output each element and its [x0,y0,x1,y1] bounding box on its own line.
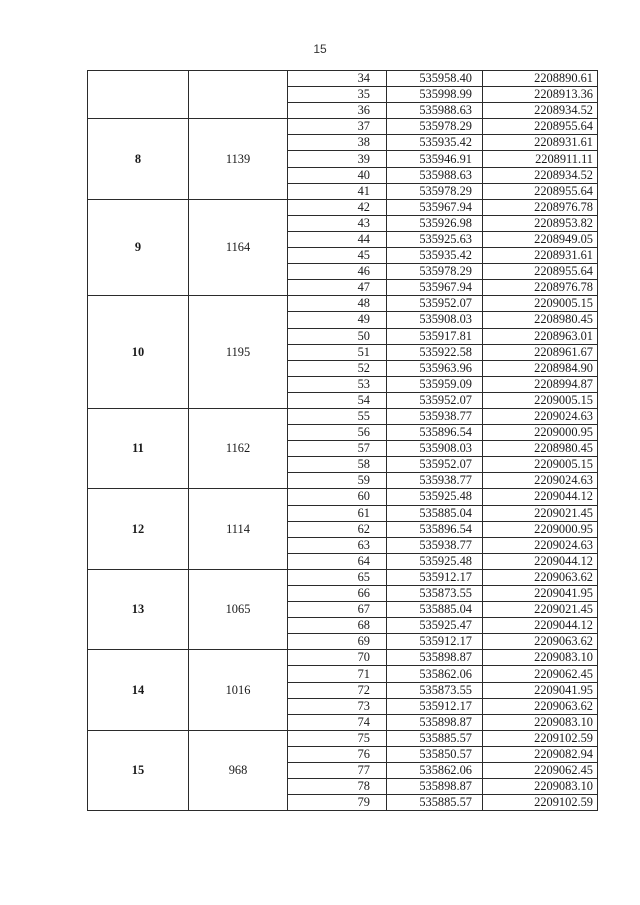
point-number-cell: 38 [288,135,387,151]
y-coordinate-cell: 2209102.59 [483,730,598,746]
point-number-cell: 65 [288,569,387,585]
point-number-cell: 51 [288,344,387,360]
y-coordinate-cell: 2209005.15 [483,392,598,408]
point-number-cell: 72 [288,682,387,698]
y-coordinate-cell: 2209024.63 [483,473,598,489]
y-coordinate-cell: 2209083.10 [483,714,598,730]
point-number-cell: 57 [288,441,387,457]
x-coordinate-cell: 535988.63 [387,167,483,183]
point-number-cell: 56 [288,425,387,441]
point-number-cell: 44 [288,231,387,247]
point-number-cell: 34 [288,71,387,87]
x-coordinate-cell: 535978.29 [387,264,483,280]
x-coordinate-cell: 535908.03 [387,312,483,328]
x-coordinate-cell: 535912.17 [387,698,483,714]
point-number-cell: 62 [288,521,387,537]
x-coordinate-cell: 535938.77 [387,408,483,424]
x-coordinate-cell: 535925.48 [387,553,483,569]
area-cell: 1139 [189,119,288,199]
y-coordinate-cell: 2208934.52 [483,103,598,119]
point-number-cell: 60 [288,489,387,505]
x-coordinate-cell: 535925.48 [387,489,483,505]
point-number-cell: 55 [288,408,387,424]
y-coordinate-cell: 2209083.10 [483,650,598,666]
x-coordinate-cell: 535917.81 [387,328,483,344]
y-coordinate-cell: 2208955.64 [483,264,598,280]
point-number-cell: 52 [288,360,387,376]
table-row [88,730,598,746]
point-number-cell: 73 [288,698,387,714]
y-coordinate-cell: 2209082.94 [483,746,598,762]
y-coordinate-cell: 2208953.82 [483,215,598,231]
point-number-cell: 75 [288,730,387,746]
point-number-cell: 46 [288,264,387,280]
x-coordinate-cell: 535952.07 [387,457,483,473]
y-coordinate-cell: 2208976.78 [483,280,598,296]
x-coordinate-cell: 535938.77 [387,473,483,489]
y-coordinate-cell: 2208963.01 [483,328,598,344]
area-cell: 1164 [189,199,288,296]
x-coordinate-cell: 535938.77 [387,537,483,553]
x-coordinate-cell: 535898.87 [387,779,483,795]
point-number-cell: 49 [288,312,387,328]
x-coordinate-cell: 535952.07 [387,296,483,312]
y-coordinate-cell: 2209041.95 [483,682,598,698]
x-coordinate-cell: 535958.40 [387,71,483,87]
y-coordinate-cell: 2208931.61 [483,135,598,151]
y-coordinate-cell: 2208994.87 [483,376,598,392]
plot-number-cell: 14 [88,650,189,730]
point-number-cell: 53 [288,376,387,392]
point-number-cell: 77 [288,763,387,779]
plot-number-cell: 15 [88,730,189,810]
y-coordinate-cell: 2208976.78 [483,199,598,215]
x-coordinate-cell: 535959.09 [387,376,483,392]
point-number-cell: 79 [288,795,387,811]
point-number-cell: 37 [288,119,387,135]
table-row [88,119,598,135]
y-coordinate-cell: 2209021.45 [483,602,598,618]
x-coordinate-cell: 535946.91 [387,151,483,167]
y-coordinate-cell: 2209062.45 [483,763,598,779]
y-coordinate-cell: 2209062.45 [483,666,598,682]
area-cell: 1195 [189,296,288,409]
x-coordinate-cell: 535898.87 [387,650,483,666]
y-coordinate-cell: 2208984.90 [483,360,598,376]
plot-number-cell [88,71,189,119]
plot-number-cell: 12 [88,489,189,569]
y-coordinate-cell: 2209044.12 [483,489,598,505]
table-row [88,569,598,585]
point-number-cell: 47 [288,280,387,296]
x-coordinate-cell: 535978.29 [387,183,483,199]
y-coordinate-cell: 2209024.63 [483,408,598,424]
y-coordinate-cell: 2208931.61 [483,248,598,264]
coordinates-table-body [88,71,598,811]
x-coordinate-cell: 535952.07 [387,392,483,408]
x-coordinate-cell: 535885.57 [387,730,483,746]
point-number-cell: 54 [288,392,387,408]
point-number-cell: 61 [288,505,387,521]
plot-number-cell: 8 [88,119,189,199]
area-cell [189,71,288,119]
y-coordinate-cell: 2208980.45 [483,312,598,328]
plot-number-cell: 10 [88,296,189,409]
point-number-cell: 68 [288,618,387,634]
y-coordinate-cell: 2209063.62 [483,634,598,650]
x-coordinate-cell: 535988.63 [387,103,483,119]
y-coordinate-cell: 2209063.62 [483,569,598,585]
y-coordinate-cell: 2209083.10 [483,779,598,795]
y-coordinate-cell: 2208980.45 [483,441,598,457]
point-number-cell: 50 [288,328,387,344]
x-coordinate-cell: 535926.98 [387,215,483,231]
point-number-cell: 74 [288,714,387,730]
y-coordinate-cell: 2208961.67 [483,344,598,360]
x-coordinate-cell: 535885.57 [387,795,483,811]
y-coordinate-cell: 2209044.12 [483,553,598,569]
table-row [88,296,598,312]
y-coordinate-cell: 2209005.15 [483,457,598,473]
y-coordinate-cell: 2208890.61 [483,71,598,87]
point-number-cell: 69 [288,634,387,650]
y-coordinate-cell: 2209024.63 [483,537,598,553]
x-coordinate-cell: 535898.87 [387,714,483,730]
y-coordinate-cell: 2208913.36 [483,87,598,103]
area-cell: 968 [189,730,288,810]
x-coordinate-cell: 535935.42 [387,248,483,264]
y-coordinate-cell: 2208955.64 [483,119,598,135]
table-row [88,489,598,505]
point-number-cell: 59 [288,473,387,489]
x-coordinate-cell: 535896.54 [387,425,483,441]
x-coordinate-cell: 535862.06 [387,666,483,682]
y-coordinate-cell: 2208955.64 [483,183,598,199]
point-number-cell: 35 [288,87,387,103]
x-coordinate-cell: 535967.94 [387,199,483,215]
x-coordinate-cell: 535912.17 [387,569,483,585]
plot-number-cell: 13 [88,569,189,649]
x-coordinate-cell: 535896.54 [387,521,483,537]
x-coordinate-cell: 535925.63 [387,231,483,247]
y-coordinate-cell: 2209041.95 [483,586,598,602]
y-coordinate-cell: 2208949.05 [483,231,598,247]
x-coordinate-cell: 535885.04 [387,602,483,618]
point-number-cell: 66 [288,586,387,602]
point-number-cell: 63 [288,537,387,553]
x-coordinate-cell: 535873.55 [387,586,483,602]
point-number-cell: 71 [288,666,387,682]
x-coordinate-cell: 535998.99 [387,87,483,103]
y-coordinate-cell: 2209044.12 [483,618,598,634]
point-number-cell: 48 [288,296,387,312]
page-number: 15 [313,42,327,56]
point-number-cell: 41 [288,183,387,199]
y-coordinate-cell: 2209000.95 [483,521,598,537]
x-coordinate-cell: 535873.55 [387,682,483,698]
area-cell: 1114 [189,489,288,569]
point-number-cell: 67 [288,602,387,618]
x-coordinate-cell: 535978.29 [387,119,483,135]
plot-number-cell: 9 [88,199,189,296]
point-number-cell: 39 [288,151,387,167]
table-row [88,408,598,424]
point-number-cell: 58 [288,457,387,473]
y-coordinate-cell: 2209102.59 [483,795,598,811]
point-number-cell: 64 [288,553,387,569]
x-coordinate-cell: 535963.96 [387,360,483,376]
x-coordinate-cell: 535967.94 [387,280,483,296]
x-coordinate-cell: 535912.17 [387,634,483,650]
point-number-cell: 40 [288,167,387,183]
x-coordinate-cell: 535908.03 [387,441,483,457]
point-number-cell: 36 [288,103,387,119]
point-number-cell: 70 [288,650,387,666]
table-row [88,199,598,215]
table-row [88,650,598,666]
x-coordinate-cell: 535850.57 [387,746,483,762]
x-coordinate-cell: 535935.42 [387,135,483,151]
plot-number-cell: 11 [88,408,189,488]
table-row [88,71,598,87]
y-coordinate-cell: 2209005.15 [483,296,598,312]
x-coordinate-cell: 535922.58 [387,344,483,360]
point-number-cell: 42 [288,199,387,215]
area-cell: 1065 [189,569,288,649]
x-coordinate-cell: 535885.04 [387,505,483,521]
y-coordinate-cell: 2209063.62 [483,698,598,714]
area-cell: 1162 [189,408,288,488]
area-cell: 1016 [189,650,288,730]
point-number-cell: 43 [288,215,387,231]
y-coordinate-cell: 2209021.45 [483,505,598,521]
y-coordinate-cell: 2208911.11 [483,151,598,167]
point-number-cell: 78 [288,779,387,795]
y-coordinate-cell: 2209000.95 [483,425,598,441]
coordinates-table [87,70,598,811]
point-number-cell: 76 [288,746,387,762]
point-number-cell: 45 [288,248,387,264]
x-coordinate-cell: 535862.06 [387,763,483,779]
x-coordinate-cell: 535925.47 [387,618,483,634]
y-coordinate-cell: 2208934.52 [483,167,598,183]
